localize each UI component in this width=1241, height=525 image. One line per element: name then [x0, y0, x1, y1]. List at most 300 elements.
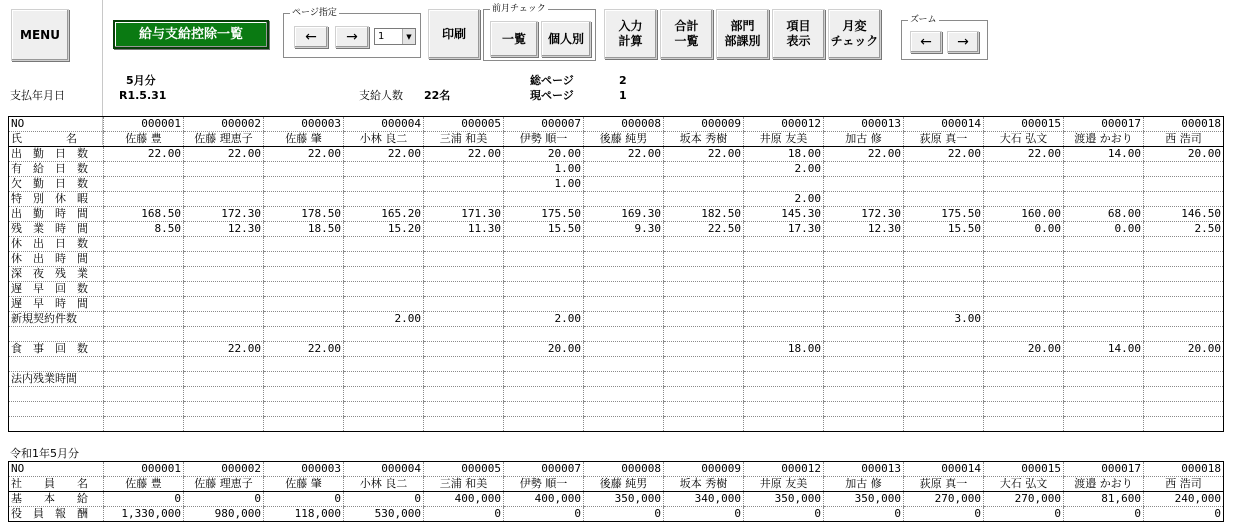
value-cell[interactable]	[1064, 387, 1144, 402]
employee-no-cell[interactable]: 000007	[504, 117, 584, 132]
value-cell[interactable]	[984, 237, 1064, 252]
value-cell[interactable]	[664, 237, 744, 252]
value-cell[interactable]	[264, 327, 344, 342]
value-cell[interactable]: 22.00	[984, 147, 1064, 162]
value-cell[interactable]	[984, 162, 1064, 177]
value-cell[interactable]	[104, 297, 184, 312]
employee-name-cell[interactable]: 佐藤 肇	[264, 132, 344, 147]
value-cell[interactable]	[744, 417, 824, 432]
value-cell[interactable]: 171.30	[424, 207, 504, 222]
value-cell[interactable]	[824, 297, 904, 312]
value-cell[interactable]: 0	[424, 507, 504, 522]
value-cell[interactable]	[1144, 237, 1224, 252]
value-cell[interactable]: 2.00	[744, 192, 824, 207]
value-cell[interactable]	[824, 372, 904, 387]
value-cell[interactable]: 0	[264, 492, 344, 507]
value-cell[interactable]	[504, 237, 584, 252]
employee-name-cell[interactable]: 後藤 純男	[584, 132, 664, 147]
value-cell[interactable]	[984, 357, 1064, 372]
value-cell[interactable]	[984, 312, 1064, 327]
value-cell[interactable]	[184, 282, 264, 297]
employee-no-cell[interactable]: 000008	[584, 462, 664, 477]
value-cell[interactable]	[264, 372, 344, 387]
value-cell[interactable]: 1,330,000	[104, 507, 184, 522]
value-cell[interactable]	[904, 237, 984, 252]
value-cell[interactable]	[504, 417, 584, 432]
value-cell[interactable]	[264, 237, 344, 252]
value-cell[interactable]	[1144, 162, 1224, 177]
value-cell[interactable]	[904, 282, 984, 297]
value-cell[interactable]	[1064, 162, 1144, 177]
value-cell[interactable]	[824, 387, 904, 402]
value-cell[interactable]	[664, 387, 744, 402]
value-cell[interactable]	[424, 327, 504, 342]
value-cell[interactable]: 146.50	[1144, 207, 1224, 222]
value-cell[interactable]: 22.00	[264, 342, 344, 357]
input-calc-button[interactable]: 入力 計算	[604, 9, 657, 59]
value-cell[interactable]: 2.00	[504, 312, 584, 327]
value-cell[interactable]	[344, 402, 424, 417]
value-cell[interactable]	[504, 282, 584, 297]
print-button[interactable]: 印刷	[428, 9, 480, 59]
value-cell[interactable]	[584, 252, 664, 267]
value-cell[interactable]	[584, 237, 664, 252]
value-cell[interactable]: 20.00	[984, 342, 1064, 357]
value-cell[interactable]	[904, 417, 984, 432]
employee-name-cell[interactable]: 伊勢 順一	[504, 477, 584, 492]
employee-name-cell[interactable]: 佐藤 豊	[104, 132, 184, 147]
employee-no-cell[interactable]: 000009	[664, 117, 744, 132]
employee-name-cell[interactable]: 小林 良二	[344, 477, 424, 492]
value-cell[interactable]	[824, 282, 904, 297]
value-cell[interactable]	[504, 387, 584, 402]
value-cell[interactable]	[984, 387, 1064, 402]
employee-name-cell[interactable]: 後藤 純男	[584, 477, 664, 492]
value-cell[interactable]	[344, 237, 424, 252]
value-cell[interactable]	[344, 372, 424, 387]
value-cell[interactable]	[504, 372, 584, 387]
employee-name-cell[interactable]: 佐藤 理恵子	[184, 477, 264, 492]
value-cell[interactable]	[984, 267, 1064, 282]
employee-name-cell[interactable]: 佐藤 豊	[104, 477, 184, 492]
value-cell[interactable]	[184, 372, 264, 387]
employee-no-cell[interactable]: 000018	[1144, 117, 1224, 132]
value-cell[interactable]	[1144, 312, 1224, 327]
value-cell[interactable]: 0	[344, 492, 424, 507]
value-cell[interactable]	[344, 297, 424, 312]
value-cell[interactable]	[264, 297, 344, 312]
employee-no-cell[interactable]: 000003	[264, 462, 344, 477]
value-cell[interactable]: 22.00	[184, 342, 264, 357]
value-cell[interactable]: 169.30	[584, 207, 664, 222]
value-cell[interactable]: 340,000	[664, 492, 744, 507]
value-cell[interactable]: 8.50	[104, 222, 184, 237]
value-cell[interactable]: 172.30	[184, 207, 264, 222]
value-cell[interactable]	[1064, 267, 1144, 282]
value-cell[interactable]	[264, 252, 344, 267]
prev-month-list-button[interactable]: 一覧	[490, 21, 538, 57]
value-cell[interactable]: 15.50	[904, 222, 984, 237]
value-cell[interactable]	[424, 297, 504, 312]
value-cell[interactable]	[824, 417, 904, 432]
value-cell[interactable]	[104, 177, 184, 192]
value-cell[interactable]	[1064, 192, 1144, 207]
value-cell[interactable]	[104, 327, 184, 342]
employee-no-cell[interactable]: 000002	[184, 117, 264, 132]
value-cell[interactable]: 18.50	[264, 222, 344, 237]
value-cell[interactable]	[744, 177, 824, 192]
salary-deduction-list-button[interactable]: 給与支給控除一覧	[113, 20, 269, 49]
value-cell[interactable]	[1064, 312, 1144, 327]
value-cell[interactable]	[184, 297, 264, 312]
value-cell[interactable]	[824, 237, 904, 252]
value-cell[interactable]	[744, 357, 824, 372]
value-cell[interactable]: 1.00	[504, 162, 584, 177]
value-cell[interactable]	[904, 297, 984, 312]
value-cell[interactable]	[664, 162, 744, 177]
value-cell[interactable]: 15.20	[344, 222, 424, 237]
employee-no-cell[interactable]: 000015	[984, 117, 1064, 132]
value-cell[interactable]: 0	[184, 492, 264, 507]
value-cell[interactable]	[1064, 252, 1144, 267]
value-cell[interactable]	[504, 402, 584, 417]
employee-no-cell[interactable]: 000008	[584, 117, 664, 132]
value-cell[interactable]	[424, 252, 504, 267]
employee-name-cell[interactable]: 大石 弘文	[984, 477, 1064, 492]
employee-no-cell[interactable]: 000017	[1064, 117, 1144, 132]
employee-name-cell[interactable]: 荻原 真一	[904, 477, 984, 492]
value-cell[interactable]	[584, 402, 664, 417]
value-cell[interactable]	[344, 327, 424, 342]
employee-name-cell[interactable]: 加古 修	[824, 132, 904, 147]
value-cell[interactable]	[264, 267, 344, 282]
value-cell[interactable]	[744, 402, 824, 417]
value-cell[interactable]: 22.00	[104, 147, 184, 162]
value-cell[interactable]	[184, 177, 264, 192]
value-cell[interactable]	[904, 192, 984, 207]
value-cell[interactable]	[424, 387, 504, 402]
value-cell[interactable]	[904, 387, 984, 402]
value-cell[interactable]	[1064, 282, 1144, 297]
value-cell[interactable]	[1144, 402, 1224, 417]
value-cell[interactable]	[584, 327, 664, 342]
employee-no-cell[interactable]: 000018	[1144, 462, 1224, 477]
employee-name-cell[interactable]: 三浦 和美	[424, 477, 504, 492]
value-cell[interactable]: 2.00	[744, 162, 824, 177]
value-cell[interactable]	[344, 357, 424, 372]
value-cell[interactable]	[1064, 402, 1144, 417]
value-cell[interactable]	[1064, 372, 1144, 387]
value-cell[interactable]	[584, 417, 664, 432]
value-cell[interactable]: 0	[824, 507, 904, 522]
employee-no-cell[interactable]: 000003	[264, 117, 344, 132]
value-cell[interactable]	[184, 267, 264, 282]
value-cell[interactable]: 0	[1144, 507, 1224, 522]
employee-name-cell[interactable]: 小林 良二	[344, 132, 424, 147]
value-cell[interactable]	[584, 282, 664, 297]
next-page-button[interactable]	[335, 26, 369, 48]
value-cell[interactable]: 240,000	[1144, 492, 1224, 507]
value-cell[interactable]	[1144, 387, 1224, 402]
value-cell[interactable]	[344, 267, 424, 282]
employee-name-cell[interactable]: 大石 弘文	[984, 132, 1064, 147]
value-cell[interactable]	[984, 282, 1064, 297]
value-cell[interactable]	[584, 192, 664, 207]
value-cell[interactable]	[424, 417, 504, 432]
page-dropdown[interactable]	[374, 28, 416, 45]
employee-name-cell[interactable]: 佐藤 理恵子	[184, 132, 264, 147]
total-list-button[interactable]: 合計 一覧	[660, 9, 713, 59]
value-cell[interactable]	[504, 327, 584, 342]
employee-no-cell[interactable]: 000005	[424, 462, 504, 477]
value-cell[interactable]	[664, 402, 744, 417]
value-cell[interactable]	[344, 252, 424, 267]
value-cell[interactable]	[184, 252, 264, 267]
value-cell[interactable]	[824, 357, 904, 372]
employee-name-cell[interactable]: 西 浩司	[1144, 477, 1224, 492]
zoom-out-button[interactable]	[910, 31, 942, 53]
value-cell[interactable]	[824, 327, 904, 342]
employee-no-cell[interactable]: 000001	[104, 462, 184, 477]
value-cell[interactable]	[584, 267, 664, 282]
value-cell[interactable]: 22.00	[264, 147, 344, 162]
value-cell[interactable]: 270,000	[904, 492, 984, 507]
value-cell[interactable]	[1064, 357, 1144, 372]
zoom-in-button[interactable]	[947, 31, 979, 53]
employee-name-cell[interactable]: 加古 修	[824, 477, 904, 492]
value-cell[interactable]	[1144, 327, 1224, 342]
value-cell[interactable]: 0.00	[984, 222, 1064, 237]
employee-no-cell[interactable]: 000013	[824, 462, 904, 477]
value-cell[interactable]	[264, 177, 344, 192]
employee-name-cell[interactable]: 佐藤 肇	[264, 477, 344, 492]
value-cell[interactable]	[264, 282, 344, 297]
value-cell[interactable]: 15.50	[504, 222, 584, 237]
value-cell[interactable]	[744, 237, 824, 252]
value-cell[interactable]	[984, 297, 1064, 312]
value-cell[interactable]	[424, 342, 504, 357]
value-cell[interactable]	[424, 267, 504, 282]
value-cell[interactable]: 20.00	[1144, 342, 1224, 357]
value-cell[interactable]	[824, 162, 904, 177]
value-cell[interactable]	[824, 177, 904, 192]
value-cell[interactable]	[664, 312, 744, 327]
value-cell[interactable]	[104, 387, 184, 402]
value-cell[interactable]: 0	[104, 492, 184, 507]
value-cell[interactable]	[104, 252, 184, 267]
value-cell[interactable]	[584, 357, 664, 372]
employee-name-cell[interactable]: 伊勢 順一	[504, 132, 584, 147]
employee-no-cell[interactable]: 000017	[1064, 462, 1144, 477]
employee-name-cell[interactable]: 井原 友美	[744, 132, 824, 147]
employee-no-cell[interactable]: 000013	[824, 117, 904, 132]
value-cell[interactable]	[1064, 177, 1144, 192]
value-cell[interactable]	[664, 342, 744, 357]
value-cell[interactable]: 118,000	[264, 507, 344, 522]
value-cell[interactable]	[344, 177, 424, 192]
value-cell[interactable]: 168.50	[104, 207, 184, 222]
value-cell[interactable]	[264, 162, 344, 177]
value-cell[interactable]: 22.00	[824, 147, 904, 162]
value-cell[interactable]: 0	[904, 507, 984, 522]
value-cell[interactable]	[264, 417, 344, 432]
value-cell[interactable]	[424, 372, 504, 387]
value-cell[interactable]	[984, 402, 1064, 417]
value-cell[interactable]	[584, 297, 664, 312]
value-cell[interactable]: 68.00	[1064, 207, 1144, 222]
value-cell[interactable]	[744, 297, 824, 312]
value-cell[interactable]	[904, 267, 984, 282]
value-cell[interactable]	[664, 267, 744, 282]
value-cell[interactable]	[1144, 252, 1224, 267]
value-cell[interactable]: 81,600	[1064, 492, 1144, 507]
value-cell[interactable]	[824, 312, 904, 327]
value-cell[interactable]	[424, 162, 504, 177]
value-cell[interactable]	[504, 267, 584, 282]
value-cell[interactable]	[664, 282, 744, 297]
value-cell[interactable]: 22.00	[344, 147, 424, 162]
value-cell[interactable]: 350,000	[584, 492, 664, 507]
value-cell[interactable]: 20.00	[504, 342, 584, 357]
prev-page-button[interactable]	[294, 26, 328, 48]
value-cell[interactable]	[744, 387, 824, 402]
value-cell[interactable]	[584, 387, 664, 402]
value-cell[interactable]	[664, 252, 744, 267]
value-cell[interactable]: 145.30	[744, 207, 824, 222]
value-cell[interactable]	[184, 162, 264, 177]
value-cell[interactable]	[984, 192, 1064, 207]
employee-no-cell[interactable]: 000014	[904, 462, 984, 477]
employee-name-cell[interactable]: 荻原 真一	[904, 132, 984, 147]
value-cell[interactable]	[1144, 267, 1224, 282]
value-cell[interactable]: 0.00	[1064, 222, 1144, 237]
value-cell[interactable]	[424, 177, 504, 192]
value-cell[interactable]	[1064, 417, 1144, 432]
value-cell[interactable]: 1.00	[504, 177, 584, 192]
value-cell[interactable]	[1144, 177, 1224, 192]
value-cell[interactable]	[744, 252, 824, 267]
value-cell[interactable]: 12.30	[184, 222, 264, 237]
value-cell[interactable]	[584, 372, 664, 387]
value-cell[interactable]: 0	[744, 507, 824, 522]
value-cell[interactable]	[904, 372, 984, 387]
value-cell[interactable]: 2.50	[1144, 222, 1224, 237]
value-cell[interactable]	[584, 312, 664, 327]
value-cell[interactable]	[104, 417, 184, 432]
value-cell[interactable]	[264, 387, 344, 402]
value-cell[interactable]	[184, 417, 264, 432]
employee-name-cell[interactable]: 井原 友美	[744, 477, 824, 492]
menu-button[interactable]: MENU	[11, 9, 69, 61]
value-cell[interactable]	[104, 357, 184, 372]
value-cell[interactable]	[104, 372, 184, 387]
value-cell[interactable]	[104, 267, 184, 282]
value-cell[interactable]	[904, 402, 984, 417]
value-cell[interactable]	[904, 342, 984, 357]
value-cell[interactable]: 400,000	[504, 492, 584, 507]
value-cell[interactable]	[904, 162, 984, 177]
value-cell[interactable]: 0	[584, 507, 664, 522]
value-cell[interactable]	[264, 402, 344, 417]
value-cell[interactable]	[664, 417, 744, 432]
value-cell[interactable]	[1144, 297, 1224, 312]
value-cell[interactable]: 160.00	[984, 207, 1064, 222]
value-cell[interactable]: 3.00	[904, 312, 984, 327]
value-cell[interactable]	[824, 342, 904, 357]
value-cell[interactable]	[744, 267, 824, 282]
value-cell[interactable]	[904, 177, 984, 192]
value-cell[interactable]	[824, 402, 904, 417]
value-cell[interactable]	[104, 402, 184, 417]
prev-month-individual-button[interactable]: 個人別	[541, 21, 591, 57]
value-cell[interactable]	[984, 327, 1064, 342]
value-cell[interactable]: 0	[984, 507, 1064, 522]
value-cell[interactable]: 18.00	[744, 147, 824, 162]
value-cell[interactable]: 20.00	[1144, 147, 1224, 162]
employee-no-cell[interactable]: 000005	[424, 117, 504, 132]
value-cell[interactable]	[904, 357, 984, 372]
value-cell[interactable]	[584, 177, 664, 192]
value-cell[interactable]	[744, 327, 824, 342]
value-cell[interactable]	[824, 192, 904, 207]
value-cell[interactable]: 17.30	[744, 222, 824, 237]
value-cell[interactable]: 172.30	[824, 207, 904, 222]
value-cell[interactable]	[664, 192, 744, 207]
value-cell[interactable]	[744, 282, 824, 297]
value-cell[interactable]: 22.00	[904, 147, 984, 162]
employee-no-cell[interactable]: 000012	[744, 462, 824, 477]
value-cell[interactable]: 165.20	[344, 207, 424, 222]
value-cell[interactable]: 530,000	[344, 507, 424, 522]
value-cell[interactable]	[904, 327, 984, 342]
employee-no-cell[interactable]: 000014	[904, 117, 984, 132]
employee-name-cell[interactable]: 三浦 和美	[424, 132, 504, 147]
employee-name-cell[interactable]: 渡邉 かおり	[1064, 132, 1144, 147]
value-cell[interactable]	[344, 387, 424, 402]
value-cell[interactable]	[664, 357, 744, 372]
value-cell[interactable]: 9.30	[584, 222, 664, 237]
value-cell[interactable]	[424, 357, 504, 372]
value-cell[interactable]	[1144, 282, 1224, 297]
value-cell[interactable]: 18.00	[744, 342, 824, 357]
value-cell[interactable]	[984, 417, 1064, 432]
value-cell[interactable]	[1064, 297, 1144, 312]
employee-name-cell[interactable]: 坂本 秀樹	[664, 132, 744, 147]
value-cell[interactable]: 22.50	[664, 222, 744, 237]
value-cell[interactable]	[184, 327, 264, 342]
value-cell[interactable]	[984, 372, 1064, 387]
employee-no-cell[interactable]: 000012	[744, 117, 824, 132]
monthly-change-check-button[interactable]: 月変 チェック	[828, 9, 881, 59]
value-cell[interactable]	[104, 282, 184, 297]
value-cell[interactable]: 22.00	[584, 147, 664, 162]
value-cell[interactable]: 350,000	[744, 492, 824, 507]
value-cell[interactable]	[104, 162, 184, 177]
value-cell[interactable]: 400,000	[424, 492, 504, 507]
value-cell[interactable]	[184, 357, 264, 372]
value-cell[interactable]	[904, 252, 984, 267]
value-cell[interactable]	[504, 297, 584, 312]
value-cell[interactable]	[984, 177, 1064, 192]
employee-no-cell[interactable]: 000002	[184, 462, 264, 477]
employee-no-cell[interactable]: 000009	[664, 462, 744, 477]
value-cell[interactable]	[664, 177, 744, 192]
employee-no-cell[interactable]: 000007	[504, 462, 584, 477]
value-cell[interactable]: 175.50	[504, 207, 584, 222]
value-cell[interactable]: 14.00	[1064, 147, 1144, 162]
chevron-down-icon[interactable]: ▼	[402, 29, 415, 44]
value-cell[interactable]	[424, 312, 504, 327]
